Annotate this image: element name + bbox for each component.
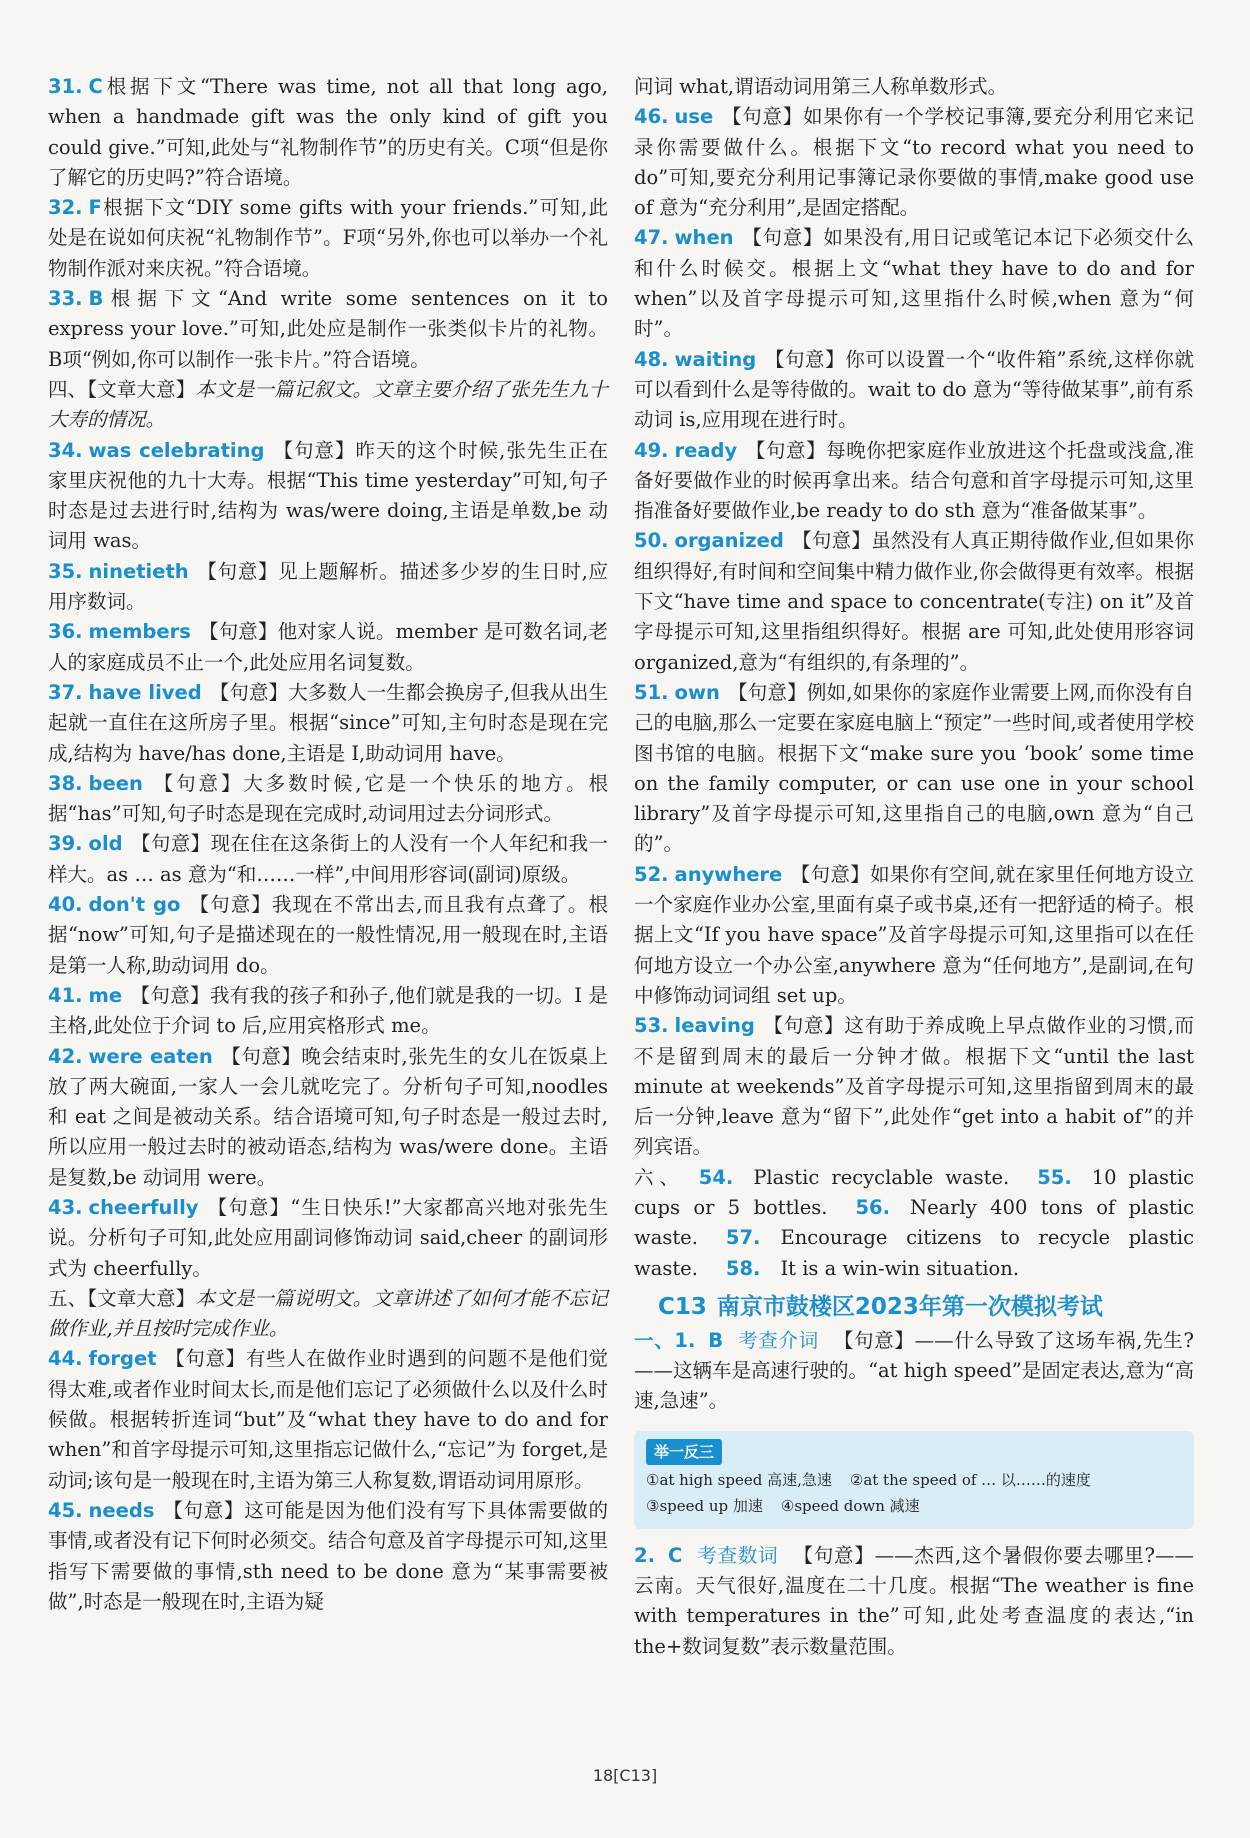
- answer: members: [88, 620, 191, 644]
- answer-text: 10 plastic cups or 5 bottles.: [634, 1165, 1194, 1219]
- question-number: 48.: [634, 347, 669, 371]
- explanation-text: 根据下文“And write some sentences on it to express your love.”可知,此处应是制作一张类似卡片的礼物。B项“例如,你可以制作一张卡片。”符合语境。: [48, 287, 608, 371]
- section-summary: [48, 1284, 608, 1345]
- answer-item: [634, 678, 1194, 860]
- answer-text: It is a win-win situation.: [780, 1256, 1020, 1280]
- answer: forget: [88, 1347, 157, 1371]
- exam-title: [658, 1290, 1194, 1324]
- answer: own: [674, 680, 720, 704]
- question-number: 56.: [855, 1195, 890, 1219]
- sentence-meaning-tag: 【句意】: [164, 1347, 246, 1371]
- answer: F: [88, 196, 102, 220]
- question-number: 47.: [634, 226, 669, 250]
- explanation-text: 晚会结束时,张先生的女儿在饭桌上放了两大碗面,一家人一会儿就吃完了。分析句子可知,noodles 和 eat 之间是被动关系。结合语境可知,句子时态是一般过去时,所以应用一般过去时的被动语态,结构为 was/were done。主语是复数,be 动词用 were。: [48, 1044, 608, 1189]
- left-column: [48, 72, 608, 1617]
- sentence-meaning-tag: 【句意】: [727, 680, 807, 704]
- question-number: 43.: [48, 1195, 83, 1219]
- question-number: 54.: [698, 1165, 734, 1189]
- answer: use: [674, 105, 714, 129]
- answer: cheerfully: [88, 1195, 199, 1219]
- sentence-meaning-tag: 【句意】: [206, 1195, 291, 1219]
- explanation-text: 根据下文“DIY some gifts with your friends.”可知,此处是在说如何庆祝“礼物制作节”。F项“另外,你也可以举办一个礼物制作派对来庆祝。”符合语境。: [48, 196, 608, 280]
- explanation-text: 例如,如果你的家庭作业需要上网,而你没有自己的电脑,那么一定要在家庭电脑上“预定”一些时间,或者使用学校图书馆的电脑。根据下文“make sure you ‘book’ some time on the family computer, or can use one in your school library”及首字母提示可知,这里指自己的电脑,own 意为“自己的”。: [634, 680, 1194, 856]
- answer-item: [48, 284, 608, 375]
- sentence-meaning-tag: 【句意】: [762, 1014, 845, 1038]
- sentence-meaning-tag: 【句意】: [745, 438, 827, 462]
- question-number: 37.: [48, 680, 83, 704]
- answer: ready: [674, 438, 738, 462]
- explanation-text: 每晚你把家庭作业放进这个托盘或浅盒,准备好要做作业的时候再拿出来。结合句意和首字母提示可知,这里指准备好要做作业,be ready to do sth 意为“准备做某事”。: [634, 438, 1194, 523]
- answer: waiting: [674, 347, 757, 371]
- answer-item: [48, 1344, 608, 1495]
- answer-item: [634, 436, 1194, 527]
- answer-item: [48, 617, 608, 678]
- answer: ninetieth: [88, 559, 189, 583]
- question-number: 35.: [48, 559, 83, 583]
- question-2: 2. C 考查数词 【句意】——杰西,这个暑假你要去哪里?——云南。天气很好,温度在二十几度。根据“The weather is fine with temperatures in the”可知,此处考查温度的表达,“in the+数词复数”表示数量范围。: [634, 1543, 1195, 1658]
- explanation-text: 如果你有一个学校记事簿,要充分利用它来记录你需要做什么。根据下文“to record what you need to do”可知,要充分利用记事簿记录你要做的事情,make good use of 意为“充分利用”,是固定搭配。: [634, 105, 1194, 220]
- answer-item: [48, 769, 608, 830]
- answer-item: [48, 1193, 608, 1284]
- answer-item: [48, 557, 608, 618]
- answer: me: [88, 983, 123, 1007]
- explanation-text: 这有助于养成晚上早点做作业的习惯,而不是留到周末的最后一分钟才做。根据下文“until the last minute at weekends”及首字母提示可知,这里指留到周末的最后一分钟,leave 意为“留下”,此处作“get into a habit of”的并列宾语。: [634, 1014, 1194, 1159]
- sentence-meaning-tag: 【句意】: [198, 620, 278, 644]
- extension-row-1: ①at high speed 高速,急速 ②at the speed of … 以……的速度: [646, 1470, 1091, 1489]
- section-six-item: [699, 1166, 1023, 1189]
- question-number: 32.: [48, 196, 83, 220]
- section-label: 四、【文章大意】: [48, 377, 196, 401]
- answer: have lived: [88, 680, 202, 704]
- sentence-meaning-tag: 【句意】: [220, 1044, 302, 1068]
- question-number: 51.: [634, 680, 669, 704]
- answer-item: [48, 436, 608, 557]
- explanation-text: 大多数人一生都会换房子,但我从出生起就一直住在这所房子里。根据“since”可知,主句时态是现在完成,结构为 have/has done,主语是 I,助动词用 have。: [48, 680, 609, 765]
- answer-item: [634, 223, 1194, 344]
- explanation-text: 大多数时候,它是一个快乐的地方。根据“has”可知,句子时态是现在完成时,动词用过去分词形式。: [48, 771, 608, 826]
- section-summary: [48, 375, 608, 436]
- section-six-item: [726, 1257, 1033, 1280]
- sentence-meaning-tag: 【句意】: [130, 832, 211, 856]
- explanation-text: 根据下文“There was time, not all that long ago, when a handmade gift was the only kind of gift you could give.”可知,此处与“礼物制作节”的历史有关。C项“但是你了解它的历史吗?”符合语境。: [48, 75, 608, 189]
- sentence-meaning-tag: 【句意】: [150, 771, 244, 795]
- section-six-answers: 六、 54. Plastic recyclable waste. 55. 10 plastic cups or 5 bottles. 56. Nearly 400 tons of plastic waste. 57. Encourage citizens to recycle plastic waste. 58. It is a win-win situation.: [634, 1165, 1194, 1280]
- answer-item: [48, 1496, 608, 1617]
- answer: old: [88, 832, 123, 856]
- question-1: 一、1. B 考查介词 【句意】——什么导致了这场车祸,先生?——这辆车是高速行驶的。“at high speed”是固定表达,意为“高速,急速”。: [634, 1328, 1194, 1413]
- answer-text: Nearly 400 tons of plastic waste.: [634, 1195, 1194, 1250]
- question-number: 55.: [1037, 1165, 1072, 1189]
- sentence-meaning-tag: 【句意】: [162, 1498, 245, 1522]
- answer: were eaten: [88, 1044, 213, 1068]
- answer-item: [48, 193, 608, 284]
- sentence-meaning-tag: 【句意】: [721, 105, 804, 129]
- answer: anywhere: [674, 862, 783, 886]
- sentence-meaning-tag: 【句意】: [741, 226, 824, 250]
- answer: was celebrating: [88, 438, 265, 462]
- explanation-text: “生日快乐!”大家都高兴地对张先生说。分析句子可知,此处应用副词修饰动词 said,cheer 的副词形式为 cheerfully。: [48, 1195, 608, 1280]
- explanation-text: 如果你有空间,就在家里任何地方设立一个家庭作业办公室,里面有桌子或书桌,还有一把舒适的椅子。根据上文“If you have space”及首字母提示可知,这里指可以在任何地方设立一个办公室,anywhere 意为“任何地方”,是副词,在句中修饰动词词组 set up。: [634, 862, 1194, 1007]
- explanation-text: 虽然没有人真正期待做作业,但如果你组织得好,有时间和空间集中精力做作业,你会做得更有效率。根据下文“have time and space to concentrate(专注) on it”及首字母提示可知,这里指组织得好。根据 are 可知,此处使用形容词 organized,意为“有组织的,有条理的”。: [634, 529, 1194, 674]
- answer: B: [88, 287, 104, 311]
- page-code: [C13]: [613, 1766, 658, 1785]
- exam-name: 南京市鼓楼区2023年第一次模拟考试: [716, 1293, 1103, 1320]
- answer-item: [48, 890, 608, 981]
- answer-item: [634, 1011, 1194, 1162]
- extension-row-2: ③speed up 加速 ④speed down 减速: [646, 1496, 920, 1515]
- question-number: 52.: [634, 862, 669, 886]
- explanation-text: 如果没有,用日记或笔记本记下必须交什么和什么时候交。根据上文“what they have to do and for when”以及首字母提示可知,这里指什么时候,when 意为“何时”。: [634, 226, 1194, 341]
- question-number: 53.: [634, 1014, 669, 1038]
- answer-item: [48, 981, 608, 1042]
- question-number: 33.: [48, 287, 83, 311]
- answer-item: [48, 1042, 608, 1193]
- extension-box: [634, 1431, 1194, 1529]
- answer-item: [48, 678, 608, 769]
- explanation-text: 见上题解析。描述多少岁的生日时,应用序数词。: [48, 559, 608, 614]
- question-number: 38.: [48, 771, 83, 795]
- question-number: 58.: [725, 1256, 761, 1280]
- explanation-text: 问词 what,谓语动词用第三人称单数形式。: [634, 75, 1008, 98]
- question-number: 50.: [634, 529, 669, 553]
- explanation-text: 这可能是因为他们没有写下具体需要做的事情,或者没有记下何时必须交。结合句意及首字母提示可知,这里指写下需要做的事情,sth need to be done 意为“某事需要被做”,时态是一般现在时,主语为疑: [48, 1498, 608, 1613]
- sentence-meaning-tag: 【句意】: [790, 862, 871, 886]
- answer: don't go: [88, 893, 181, 917]
- explanation-text: 我现在不常出去,而且我有点聋了。根据“now”可知,句子是描述现在的一般性情况,用一般现在时,主语是第一人称,助动词用 do。: [48, 893, 608, 977]
- question-number: 34.: [48, 438, 83, 462]
- answer: leaving: [674, 1014, 755, 1038]
- answer: organized: [674, 529, 784, 553]
- explanation-text: 有些人在做作业时遇到的问题不是他们觉得太难,或者作业时间太长,而是他们忘记了必须做什么以及什么时候做。根据转折连词“but”及“what they have to do and for when”和首字母提示可知,这里指忘记做什么,“忘记”为 forget,是动词;该句是一般现在时,主语为第三人称复数,谓语动词用原形。: [48, 1347, 608, 1492]
- answer-item: [634, 345, 1194, 436]
- question-number: 39.: [48, 832, 83, 856]
- exam-code: C13: [658, 1293, 707, 1320]
- answer: when: [674, 226, 734, 250]
- extension-label: 举一反三: [646, 1439, 722, 1465]
- question-number: 31.: [48, 75, 83, 98]
- page-number: 18: [592, 1766, 614, 1785]
- answer-item: [634, 860, 1194, 1011]
- answer-item: [634, 102, 1194, 223]
- section-label: 五、【文章大意】: [48, 1286, 196, 1310]
- question-number: 49.: [634, 438, 669, 462]
- answer-item: [634, 72, 1194, 102]
- answer: C: [88, 75, 103, 98]
- question-number: 36.: [48, 620, 83, 644]
- sentence-meaning-tag: 【句意】: [188, 893, 272, 917]
- answer: needs: [88, 1498, 155, 1522]
- answer-item: [48, 72, 608, 193]
- sentence-meaning-tag: 【句意】: [196, 559, 279, 583]
- sentence-meaning-tag: 【句意】: [272, 438, 356, 462]
- answer-item: [634, 526, 1194, 677]
- explanation-text: 现在住在这条街上的人没有一个人年纪和我一样大。as … as 意为“和……一样”,中间用形容词(副词)原级。: [48, 832, 608, 886]
- sentence-meaning-tag: 【句意】: [130, 983, 210, 1007]
- explanation-text: 我有我的孩子和孙子,他们就是我的一切。I 是主格,此处位于介词 to 后,应用宾格形式 me。: [48, 983, 608, 1038]
- sentence-meaning-tag: 【句意】: [791, 529, 872, 553]
- explanation-text: 你可以设置一个“收件箱”系统,这样你就可以看到什么是等待做的。wait to do 意为“等待做某事”,前有系动词 is,应用现在进行时。: [634, 347, 1194, 432]
- answer: been: [88, 771, 143, 795]
- question-number: 57.: [725, 1226, 761, 1250]
- explanation-text: 昨天的这个时候,张先生正在家里庆祝他的九十大寿。根据“This time yesterday”可知,句子时态是过去进行时,结构为 was/were doing,主语是单数,be 动词用 was。: [48, 438, 608, 553]
- section-summary-text: 本文是一篇说明文。文章讲述了如何才能不忘记做作业,并且按时完成作业。: [48, 1286, 608, 1341]
- page-footer: [0, 1766, 1250, 1785]
- answer-text: Plastic recyclable waste.: [753, 1165, 1010, 1189]
- answer-text: Encourage citizens to recycle plastic waste.: [634, 1226, 1194, 1280]
- right-column: [634, 72, 1194, 1662]
- explanation-text: 他对家人说。member 是可数名词,老人的家庭成员不止一个,此处应用名词复数。: [48, 620, 608, 674]
- sentence-meaning-tag: 【句意】: [209, 680, 289, 704]
- answer-item: [48, 829, 608, 890]
- sentence-meaning-tag: 【句意】: [764, 347, 846, 371]
- question-number: 44.: [48, 1347, 83, 1371]
- question-number: 42.: [48, 1044, 83, 1068]
- question-number: 45.: [48, 1498, 83, 1522]
- section-summary-text: 本文是一篇记叙文。文章主要介绍了张先生九十大寿的情况。: [48, 377, 608, 432]
- question-number: 46.: [634, 105, 669, 129]
- question-number: 41.: [48, 983, 83, 1007]
- question-number: 40.: [48, 893, 83, 917]
